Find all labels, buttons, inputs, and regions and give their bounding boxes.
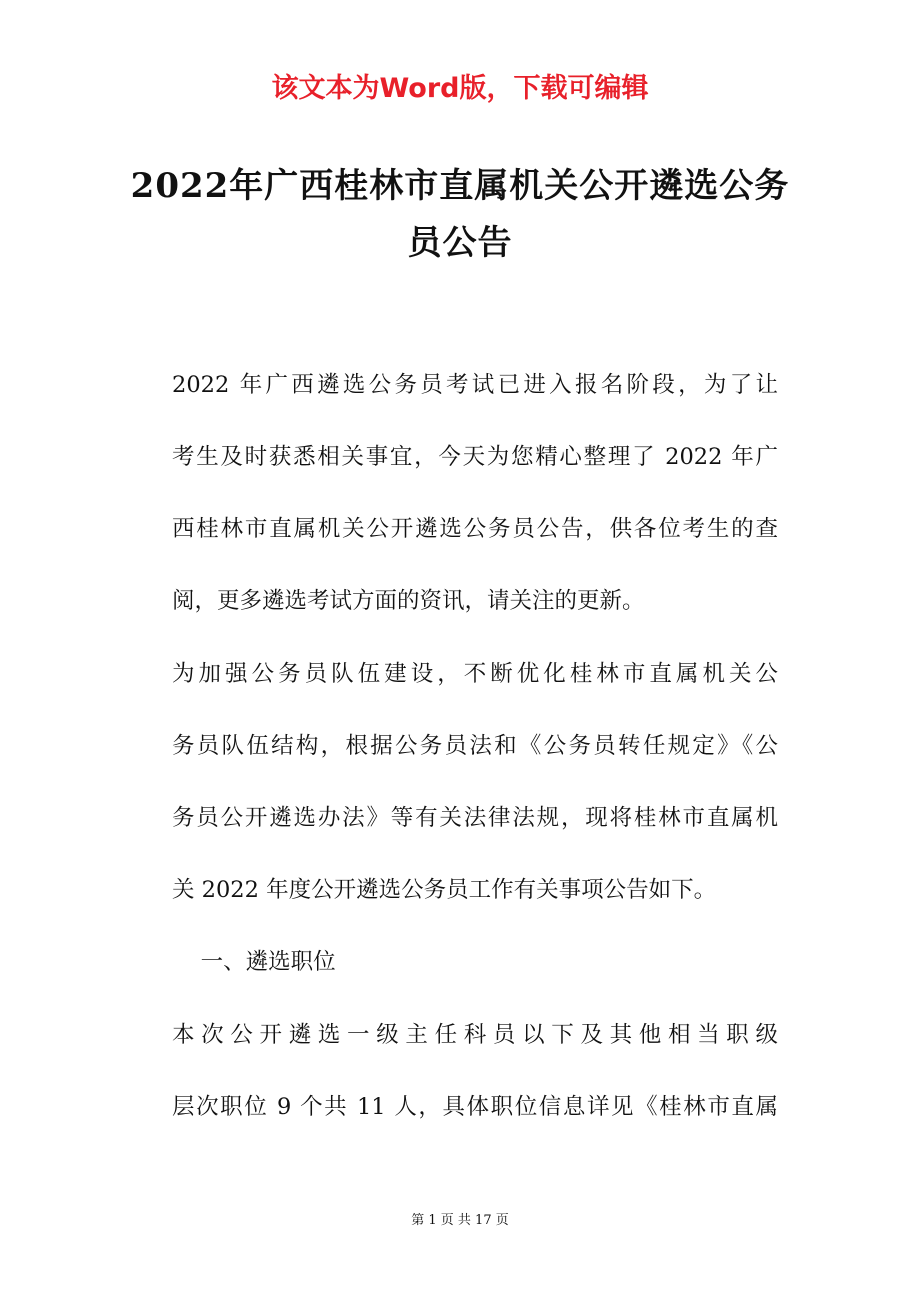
- body-line: 层次职位 9 个共 11 人，具体职位信息详见《桂林市直属: [172, 1094, 778, 1120]
- body-line: 关 2022 年度公开遴选公务员工作有关事项公告如下。: [172, 877, 717, 903]
- body-line: 本次公开遴选一级主任科员以下及其他相当职级: [172, 1022, 778, 1048]
- section-heading: 一、遴选职位: [172, 949, 336, 975]
- document-title-line-1: 2022年广西桂林市直属机关公开遴选公务: [130, 166, 790, 206]
- body-line: 西桂林市直属机关公开遴选公务员公告，供各位考生的查: [172, 516, 778, 542]
- body-line: 考生及时获悉相关事宜，今天为您精心整理了 2022 年广: [172, 444, 778, 470]
- page-footer: 第 1 页 共 17 页: [411, 1213, 509, 1228]
- body-line: 阅，更多遴选考试方面的资讯，请关注的更新。: [172, 588, 645, 614]
- document-title-line-2: 员公告: [407, 223, 513, 263]
- body-line: 2022 年广西遴选公务员考试已进入报名阶段，为了让: [172, 372, 778, 398]
- body-line: 务员队伍结构，根据公务员法和《公务员转任规定》《公: [172, 733, 778, 759]
- body-line: 为加强公务员队伍建设，不断优化桂林市直属机关公: [172, 661, 778, 687]
- body-line: 务员公开遴选办法》等有关法律法规，现将桂林市直属机: [172, 805, 778, 831]
- word-version-banner: 该文本为Word版，下载可编辑: [271, 73, 649, 104]
